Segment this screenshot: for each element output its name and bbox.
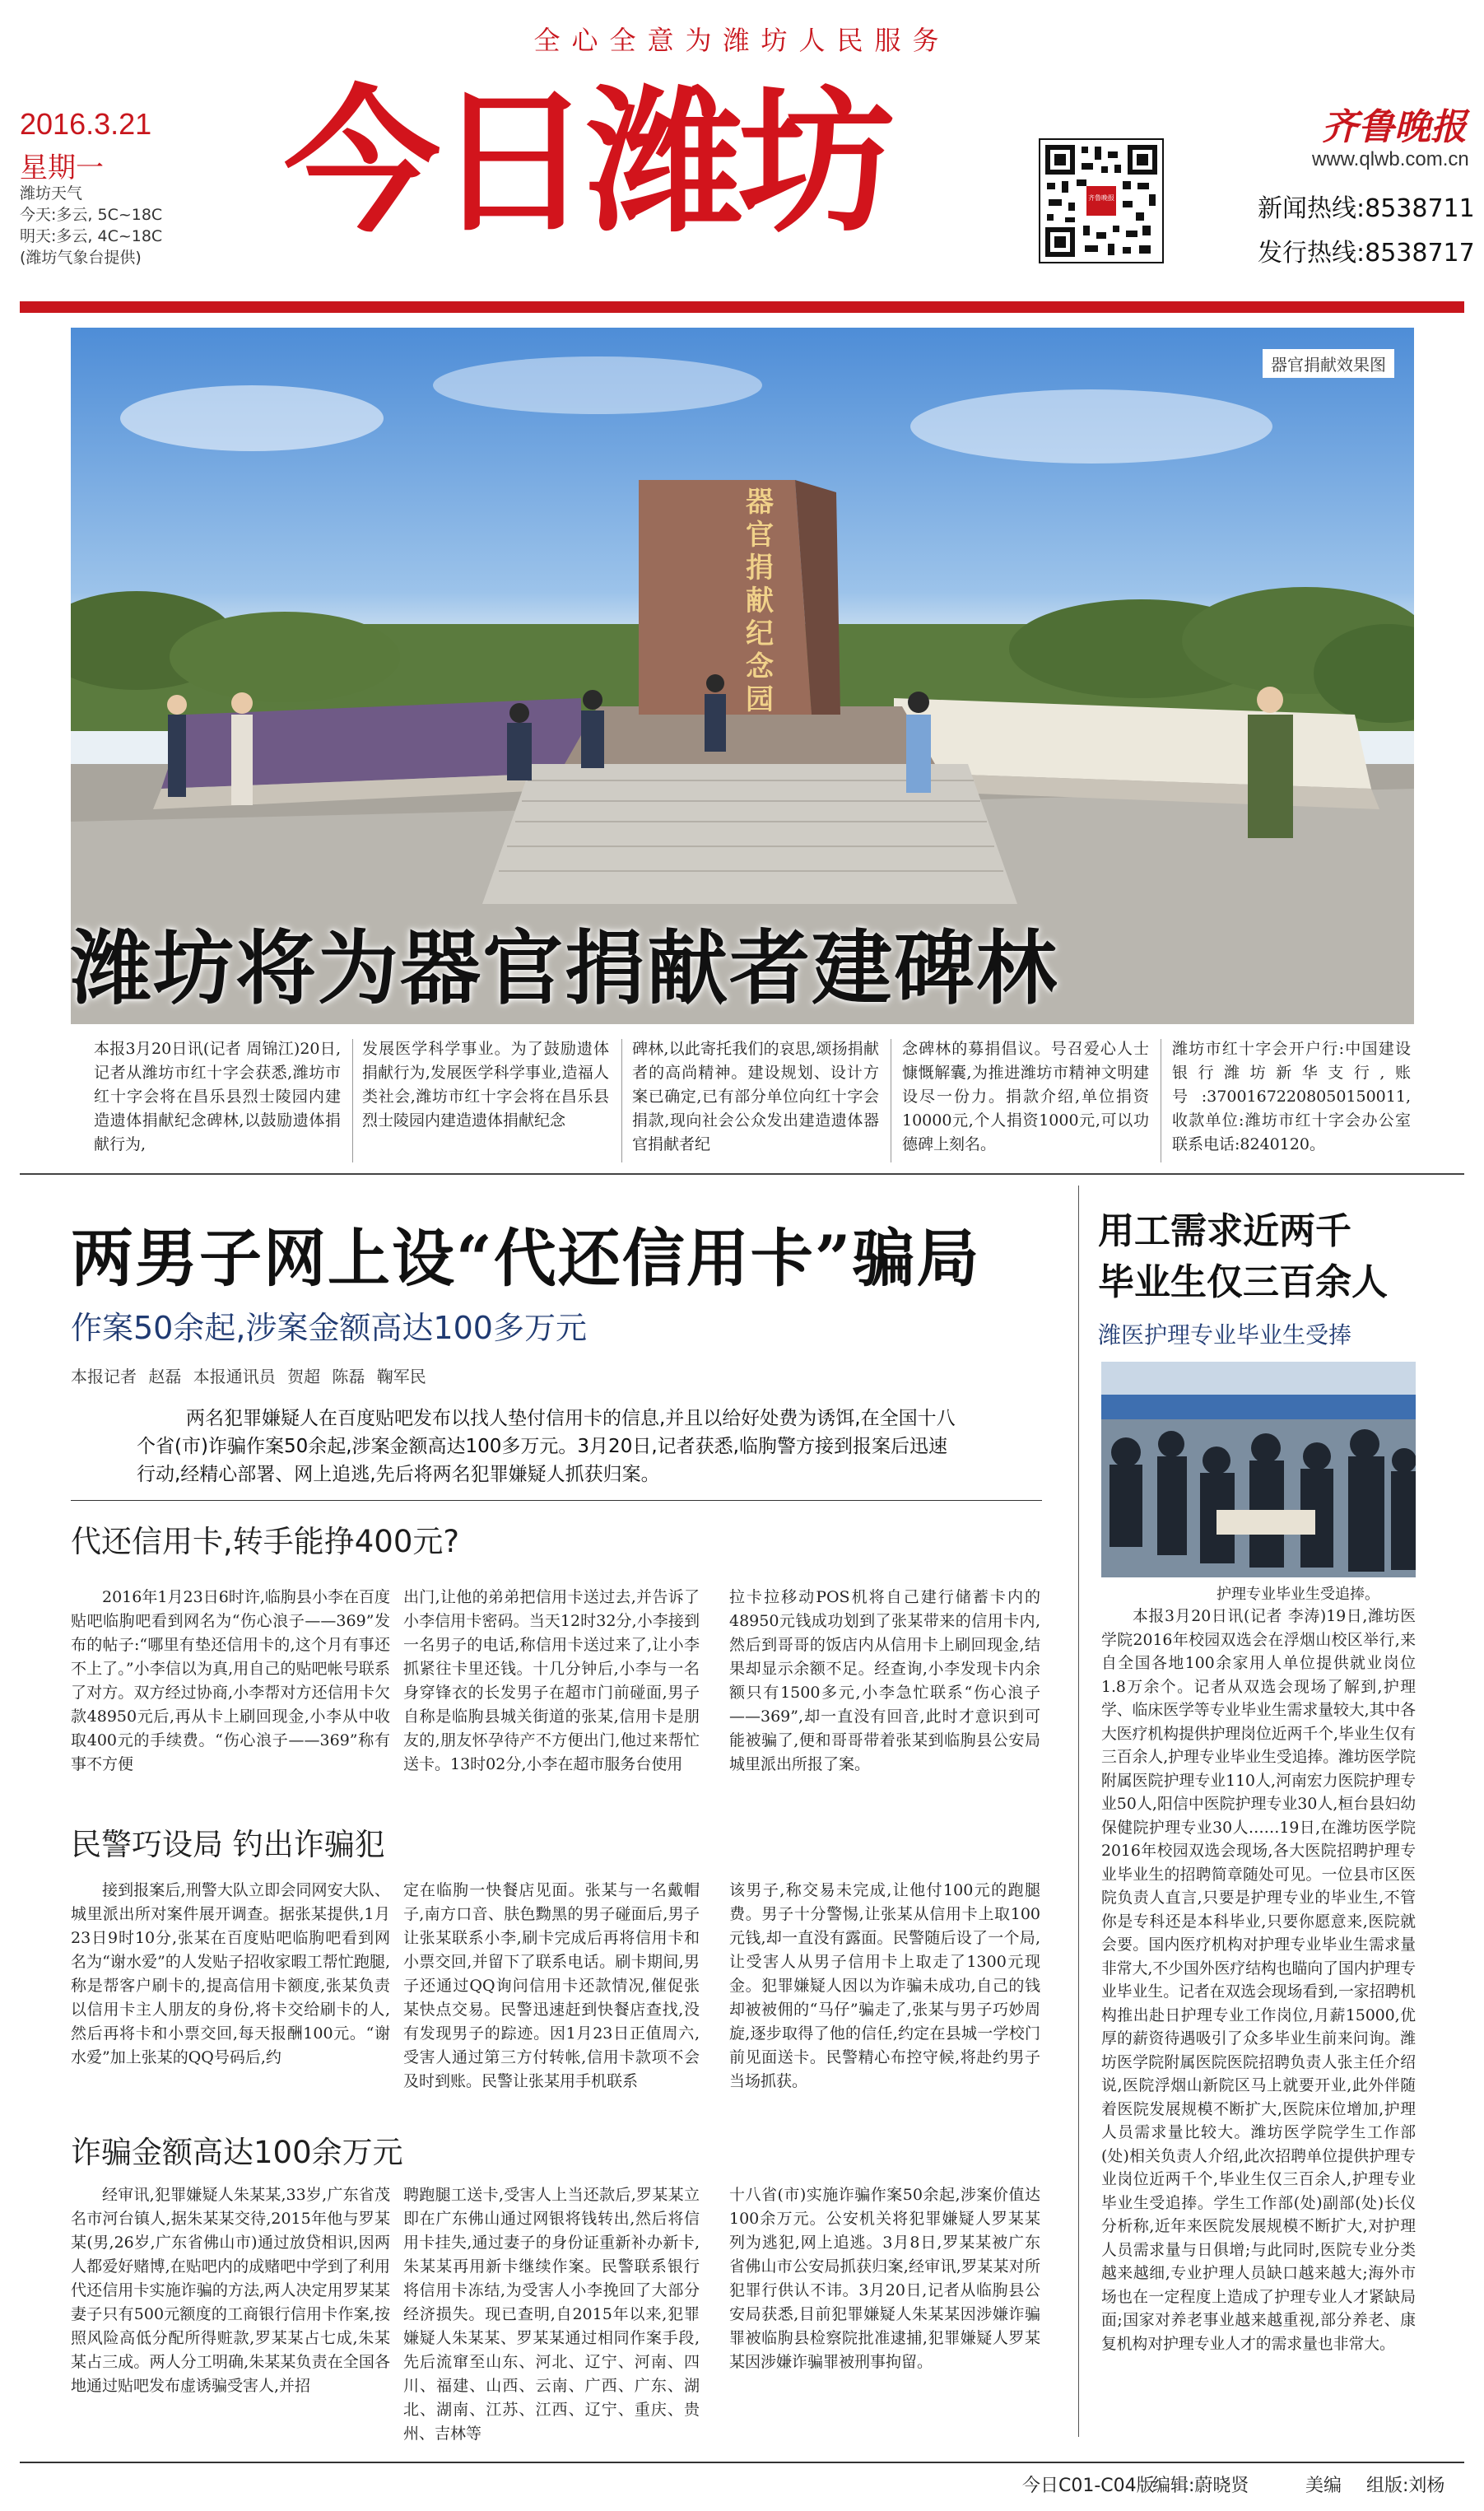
column-rule bbox=[621, 1039, 622, 1162]
jobs-headline-1: 用工需求近两千 bbox=[1098, 1210, 1351, 1252]
section-divider bbox=[20, 1173, 1464, 1175]
fraud-subheadline: 作案50余起,涉案金额高达100多万元 bbox=[71, 1310, 587, 1346]
weather-box bbox=[20, 183, 162, 268]
s1-col-3: 拉卡拉移动POS机将自己建行储蓄卡内的48950元钱成功划到了张某带来的信用卡内,然后到哥哥的饭店内从信用卡上刷回现金,结果却显示余额不足。经查询,小李发现卡内余额只有1500多元,小李急忙联系“伤心浪子——369”,却一直没有回音,此时才意识到可能被骗了,便和哥哥带着张某到临朐县公安局城里派出所报了案。 bbox=[729, 1588, 1040, 1773]
column-rule bbox=[352, 1039, 353, 1162]
jobs-subheadline: 潍医护理专业毕业生受捧 bbox=[1098, 1321, 1352, 1349]
s3-col-1: 经审讯,犯罪嫌疑人朱某某,33岁,广东省茂名市河台镇人,据朱某某交待,2015年他与罗某某(男,26岁,广东省佛山市)通过放贷相识,因两人都爱好赌博,在贴吧内的成赌吧中学到了利用代还信用卡实施诈骗的方法,两人决定用罗某某妻子只有500元额度的工商银行信用卡作案,按照风险高低分配所得赃款,罗某某占七成,朱某某占三成。两人分工明确,朱某某负责在全国各地通过贴吧发布虚诱骗受害人,并招 bbox=[71, 2186, 390, 2395]
s3-col-2: 聘跑腿工送卡,受害人上当还款后,罗某某立即在广东佛山通过网银将钱转出,然后将信用卡挂失,通过妻子的身份证重新补办新卡,朱某某再用新卡继续作案。民警联系银行将信用卡冻结,为受害人小李挽回了大部分经济损失。现已查明,自2015年以来,犯罪嫌疑人朱某某、罗某某通过相同作案手段,先后流窜至山东、河北、辽宁、河南、四川、福建、山西、云南、广西、广东、湖北、湖南、江苏、江西、辽宁、重庆、贵州、吉林等 bbox=[403, 2186, 700, 2443]
s1-col-1: 2016年1月23日6时许,临朐县小李在百度贴吧临朐吧看到网名为“伤心浪子——369”发布的帖子:“哪里有垫还信用卡的,这个月有事还不上了。”小李信以为真,用自己的贴吧帐号联系了对方。双方经过协商,小李帮对方还信用卡欠款48950元后,再从卡上刷回现金,小李从中收取400元的手续费。“伤心浪子——369”称有事不方便 bbox=[71, 1588, 390, 1773]
s2-col-3: 该男子,称交易未完成,让他付100元的跑腿费。男子十分警惕,让张某从信用卡上取100元钱,却一直没有露面。民警随后设了一个局,让受害人从男子信用卡上取走了1300元现金。犯罪嫌疑人因以为诈骗未成功,自己的钱却被被佣的“马仔”骗走了,张某与男子巧妙周旋,逐步取得了他的信任,约定在县城一学校门前见面送卡。民警精心布控守候,将赴约男子当场抓获。 bbox=[729, 1881, 1040, 2090]
section1-title: 代还信用卡,转手能挣400元? bbox=[71, 1524, 460, 1559]
jobs-body: 本报3月20日讯(记者 李涛)19日,潍坊医学院2016年校园双选会在浮烟山校区举行,来自全国各地100余家用人单位提供就业岗位1.8万余个。记者从双选会现场了解到,护理学、临床医学等专业毕业生需求量较大,其中各大医疗机构提供护理岗位近两千个,毕业生仅有三百余人,护理专业毕业生受追捧。潍坊医学院附属医院护理专业110人,河南宏力医院护理专业50人,阳信中医院护理专业30人,桓台县妇幼保健院护理专业30人……19日,在潍坊医学院2016年校园双选会现场,各大医院招聘护理专业毕业生的招聘简章随处可见。一位县市区医院负责人直言,只要是护理专业的毕业生,不管你是专科还是本科毕业,只要你愿意来,医院就会要。国内医疗机构对护理专业毕业生需求量非常大,不少国外医疗结构也瞄向了国内护理专业毕业生。记者在双选会现场看到,一家招聘机构推出赴日护理专业工作岗位,月薪15000,优厚的薪资待遇吸引了众多毕业生前来问询。潍坊医学院附属医院医院招聘负责人张主任介绍说,医院浮烟山新院区马上就要开业,此外伴随着医院发展规模不断扩大,医院床位增加,护理人员需求量比较大。潍坊医学院学生工作部(处)相关负责人介绍,此次招聘单位提供护理专业岗位近两千个,毕业生仅三百余人,护理专业毕业生受追捧。学生工作部(处)副部(处)长仪分析称,近年来医院发展规模不断扩大,对护理人员需求量与日俱增;与此同时,医院专业分类越来越细,专业护理人员缺口越来越大;海外市场也在一定程度上造成了护理专业人才紧缺局面;国家对养老事业越来越重视,部分养老、康复机构对护理专业人才的需求量也非常大。 bbox=[1101, 1608, 1416, 2353]
section2-title: 民警巧设局 钓出诈骗犯 bbox=[71, 1827, 385, 1862]
weather-tomorrow: 明天:多云, 4C~18C bbox=[20, 227, 163, 245]
weather-title: 潍坊天气 bbox=[20, 184, 83, 203]
s2-col-2: 定在临朐一快餐店见面。张某与一名戴帽子,南方口音、肤色黝黑的男子碰面后,男子让张某联系小李,刷卡完成后再将信用卡和小票交回,并留下了联系电话。刷卡期间,男子还通过QQ询问信用卡还款情况,催促张某快点交易。民警迅速赶到快餐店查找,没有发现男子的踪迹。因1月23日正值周六,受害人通过第三方付转帐,信用卡款项不会及时到账。民警让张某用手机联系 bbox=[403, 1881, 700, 2090]
monument-inscription: 器官捐献纪念园 bbox=[746, 486, 774, 716]
masthead-title: 今日潍坊 bbox=[284, 70, 891, 254]
website-url[interactable]: www.qlwb.com.cn bbox=[1312, 148, 1469, 170]
qr-code[interactable] bbox=[1039, 138, 1164, 263]
fraud-headline: 两男子网上设“代还信用卡”骗局 bbox=[71, 1222, 981, 1295]
qr-badge: 齐鲁晚报 bbox=[1088, 194, 1114, 202]
section3-title: 诈骗金额高达100余万元 bbox=[71, 2135, 403, 2170]
s1-col-2: 出门,让他的弟弟把信用卡送过去,并告诉了小李信用卡密码。当天12时32分,小李接到一名男子的电话,称信用卡送过来了,让小李抓紧往卡里还钱。十几分钟后,小李与一名身穿锋衣的长发男子在超市门前碰面,男子自称是临朐县城关街道的张某,信用卡是朋友的,朋友怀孕待产不方便出门,他过来帮忙送卡。13时02分,小李在超市服务台使用 bbox=[403, 1588, 700, 1773]
right-column-rule bbox=[1078, 1186, 1079, 2437]
layout-credit: 组版:刘杨 bbox=[1366, 2476, 1445, 2496]
lead-col-4: 念碑林的募捐倡议。号召爱心人士慷慨解囊,为推进潍坊市精神文明建设尽一份力。捐款介绍,单位捐资10000元,个人捐资1000元,可以功德碑上刻名。 bbox=[902, 1040, 1149, 1153]
job-fair-crowd bbox=[1101, 1362, 1416, 1577]
divider bbox=[71, 1500, 1042, 1501]
s3-col-3: 十八省(市)实施诈骗作案50余起,涉案价值达100余万元。公安机关将犯罪嫌疑人罗某某列为逃犯,网上追逃。3月8日,罗某某被广东省佛山市公安局抓获归案,经审讯,罗某某对所犯罪行供认不讳。3月20日,记者从临朐县公安局获悉,目前犯罪嫌疑人朱某某因涉嫌诈骗罪被临朐县检察院批准逮捕,犯罪嫌疑人罗某某因涉嫌诈骗罪被刑事拘留。 bbox=[729, 2186, 1040, 2371]
jobs-headline-2: 毕业生仅三百余人 bbox=[1098, 1261, 1388, 1303]
lead-col-3: 碑林,以此寄托我们的哀思,颂扬捐献者的高尚精神。建设规划、设计方案已确定,已有部分单位向红十字会捐款,现向社会公众发出建造遗体器官捐献者纪 bbox=[632, 1040, 879, 1153]
slogan: 全心全意为潍坊人民服务 bbox=[533, 25, 951, 56]
fraud-byline: 本报记者 赵磊 本报通讯员 贺超 陈磊 鞠军民 bbox=[71, 1367, 426, 1386]
issue-date: 2016.3.21 bbox=[20, 107, 152, 141]
page-range: 今日C01-C04版 bbox=[1022, 2476, 1155, 2496]
lead-col-2: 发展医学科学事业。为了鼓励遗体捐献行为,发展医学科学事业,造福人类社会,潍坊市红十字会将在昌乐县烈士陵园内建造遗体捐献纪念 bbox=[362, 1040, 609, 1130]
jobs-photo bbox=[1101, 1362, 1416, 1577]
news-hotline: 新闻热线:8538711 bbox=[1258, 194, 1475, 223]
distribution-hotline: 发行热线:8538717 bbox=[1258, 239, 1475, 268]
lead-col-1: 本报3月20日讯(记者 周锦江)20日,记者从潍坊市红十字会获悉,潍坊市红十字会将在昌乐县烈士陵园内建造遗体捐献纪念碑林,以鼓励遗体捐献行为, bbox=[94, 1040, 341, 1153]
editor-credit: 编辑:蔚晓贤 bbox=[1152, 2476, 1249, 2496]
designer-credit: 美编 bbox=[1305, 2476, 1342, 2496]
image-caption: 器官捐献效果图 bbox=[1263, 349, 1394, 378]
lead-col-5: 潍坊市红十字会开户行:中国建设银行潍坊新华支行,账号:37001672208050150011,收款单位:潍坊市红十字会办公室 联系电话:8240120。 bbox=[1172, 1040, 1411, 1153]
weather-source: (潍坊气象台提供) bbox=[20, 249, 142, 267]
weather-today: 今天:多云, 5C~18C bbox=[20, 206, 163, 224]
footer-rule bbox=[20, 2462, 1464, 2463]
brand-logo: 齐鲁晚报 bbox=[1322, 106, 1467, 148]
jobs-photo-caption: 护理专业毕业生受追捧。 bbox=[1217, 1586, 1379, 1603]
s2-col-1: 接到报案后,刑警大队立即会同网安大队、城里派出所对案件展开调查。据张某提供,1月23日9时10分,张某在百度贴吧临朐吧看到网名为“谢水爱”的人发贴子招收家暇工帮忙跑腿,称是帮客户刷卡的,提高信用卡额度,张某负责以信用卡主人朋友的身份,将卡交给刷卡的人,然后再将卡和小票交回,每天报酬100元。“谢水爱”加上张某的QQ号码后,约 bbox=[71, 1881, 390, 2066]
lead-headline: 潍坊将为器官捐献者建碑林 bbox=[71, 922, 1059, 1016]
masthead-divider bbox=[20, 301, 1464, 313]
weekday: 星期一 bbox=[20, 151, 104, 184]
fraud-intro: 两名犯罪嫌疑人在百度贴吧发布以找人垫付信用卡的信息,并且以给好处费为诱饵,在全国十八个省(市)诈骗作案50余起,涉案金额高达100多万元。3月20日,记者获悉,临朐警方接到报案后迅速行动,经精心部署、网上追逃,先后将两名犯罪嫌疑人抓获归案。 bbox=[137, 1408, 956, 1485]
